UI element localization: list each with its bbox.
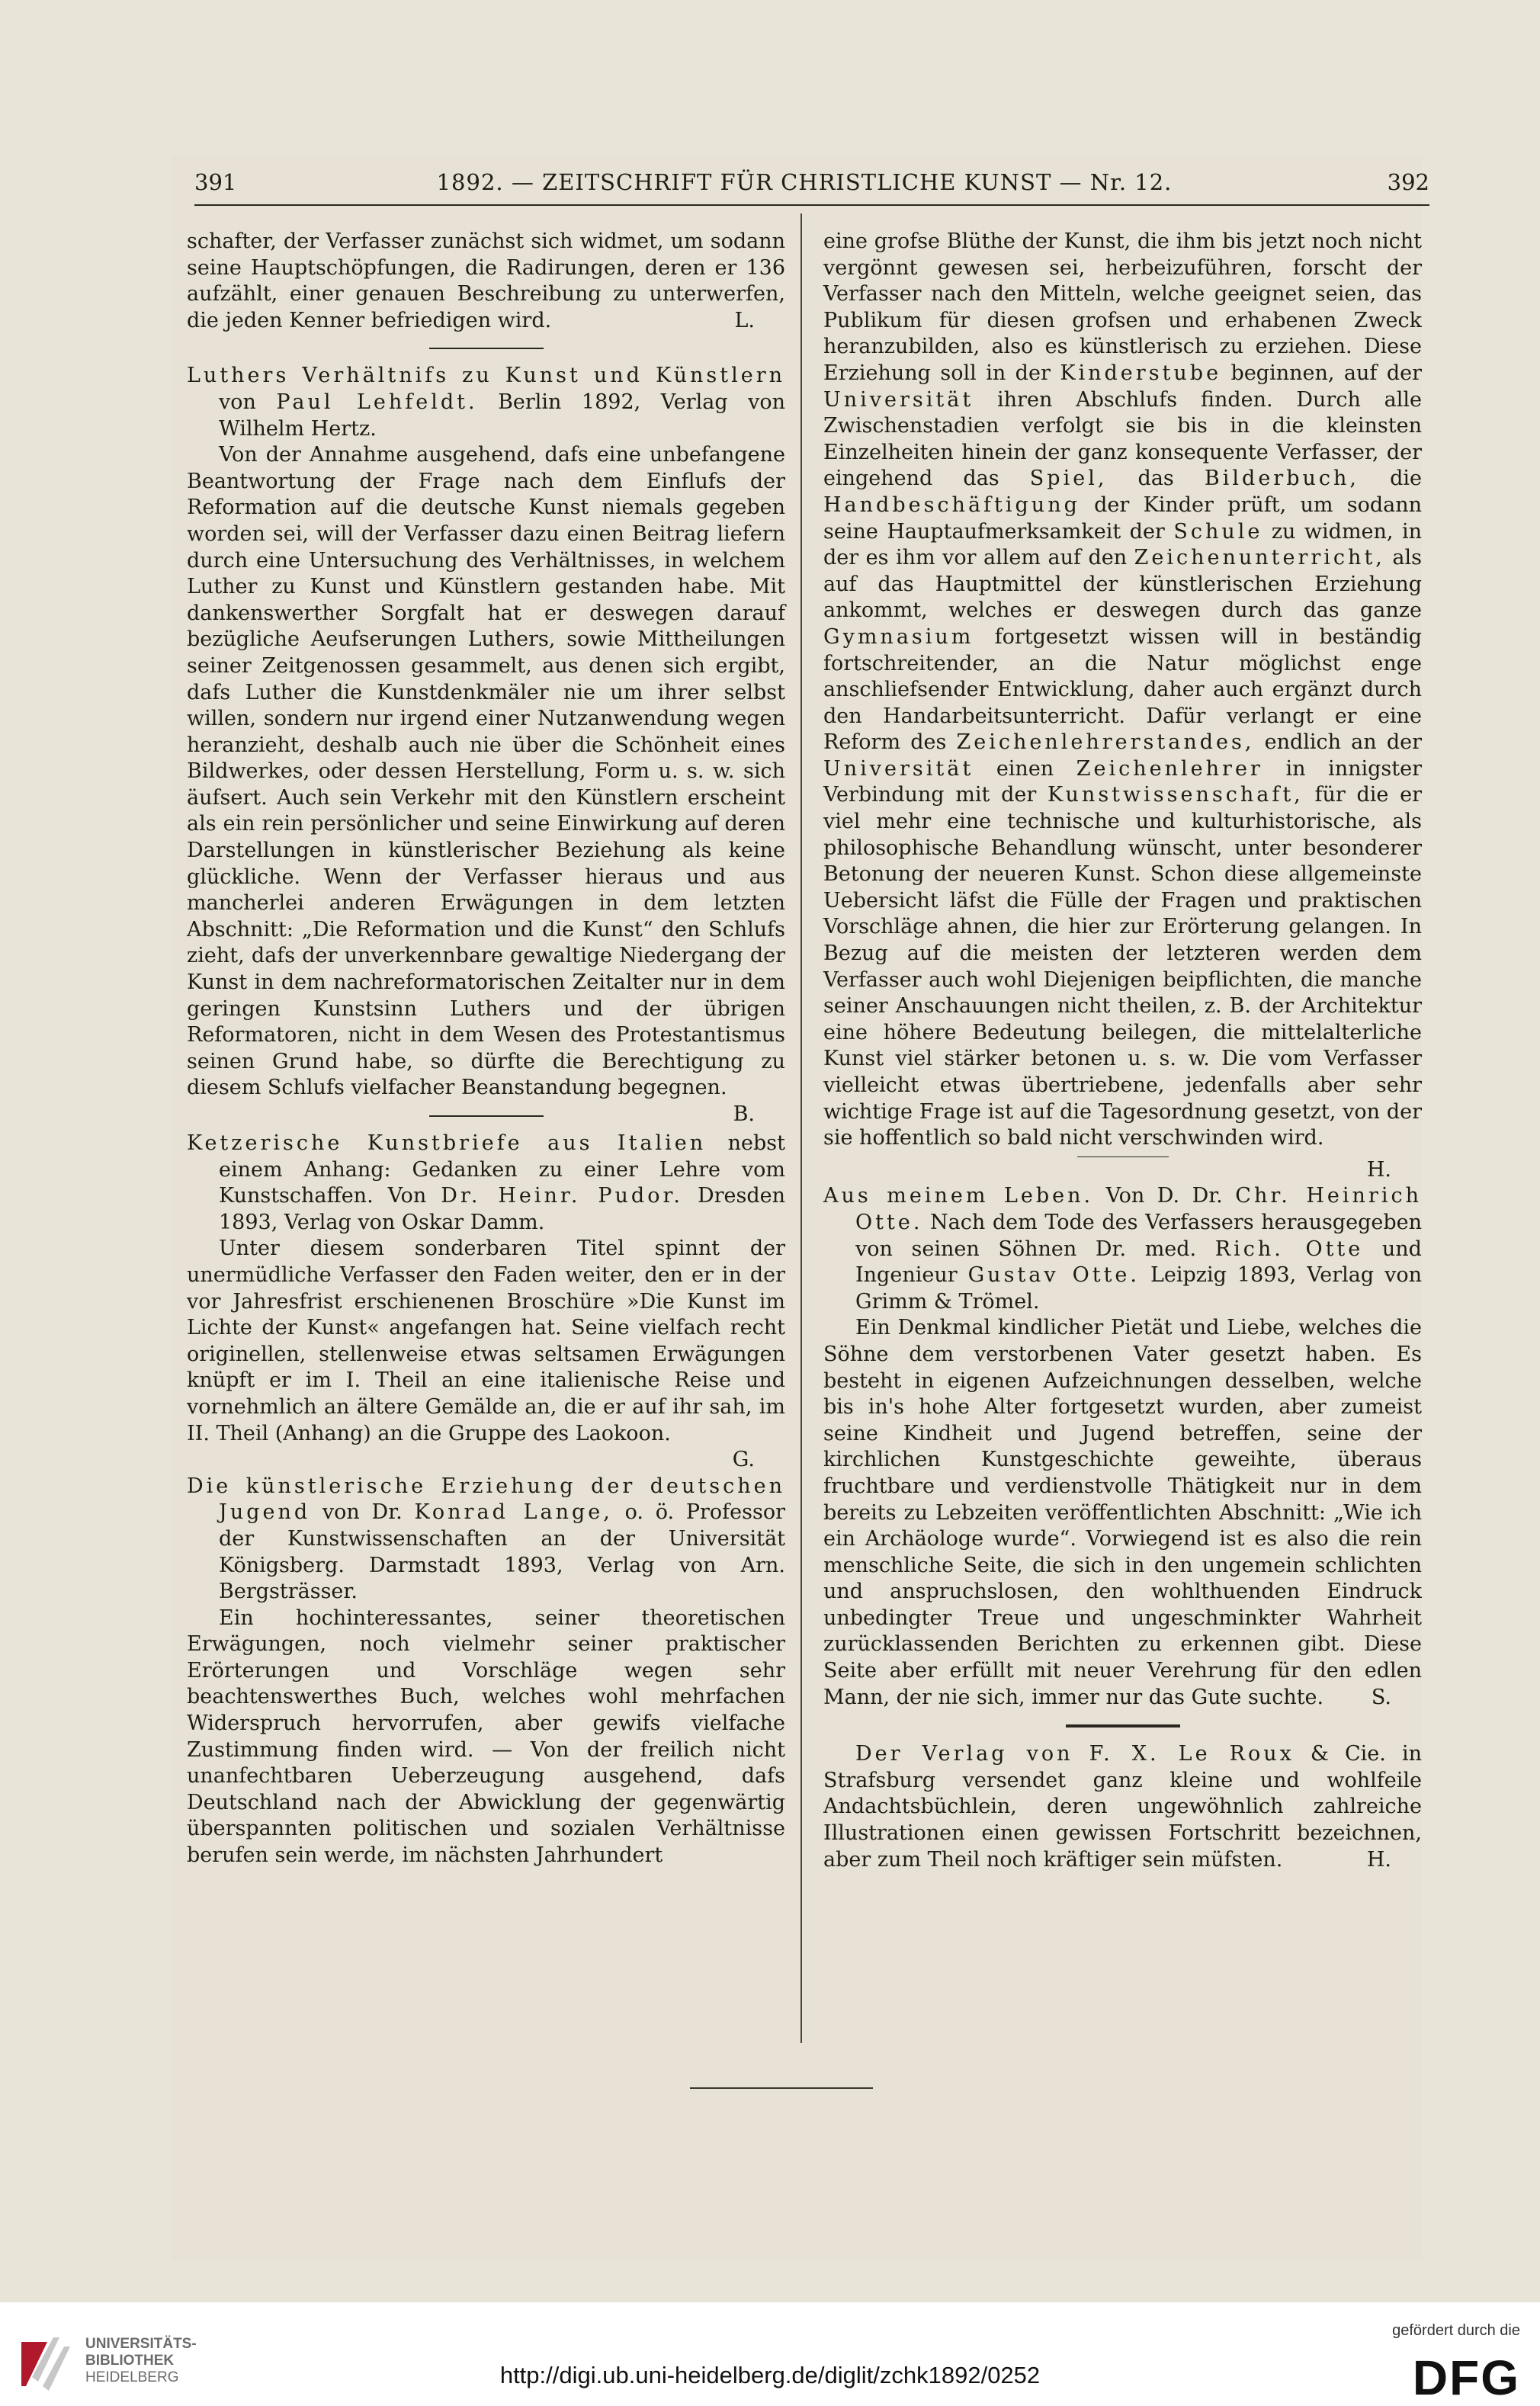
permalink-url[interactable]: http://digi.ub.uni-heidelberg.de/diglit/zchk1892/0252 <box>499 2362 1041 2388</box>
entry-leroux: Der Verlag von F. X. Le Roux & Cie. in Strafsburg versendet ganz kleine und wohlfeile Andachtsbüchlein, deren ungewöhnlich zahlreiche Illustrationen einen gewissen Fortschritt bezeichnen, aber zum Theil noch kräftiger sein müfsten. H. <box>823 1741 1422 1873</box>
entry-heading-luther: Luthers Verhältnifs zu Kunst und Künstlern von Paul Lehfeldt. Berlin 1892, Verlag von Wilhelm Hertz. <box>187 364 785 441</box>
entry-heading-erziehung: Die künstlerische Erziehung der deutschen Jugend von Dr. Konrad Lange, o. ö. Professor der Kunstwissenschaften an der Universität Königsberg. Darmstadt 1893, Verlag von Arn. Bergsträsser. <box>187 1474 785 1604</box>
column-divider <box>800 213 802 2043</box>
entry-body-kunstbriefe: Unter diesem sonderbaren Titel spinnt der unermüdliche Verfasser den Faden weiter, den er in der vor Jahresfrist erschienenen Broschüre »Die Kunst im Lichte der Kunst« angefangen hat. Seine vielfach recht originellen, stellenweise etwas seltsamen Erwägungen knüpft er im I. Theil an eine italienische Reise und vornehmlich an ältere Gemälde an, die er auf ihr sah, im II. Theil (Anhang) an die Gruppe des Laokoon. <box>187 1237 785 1445</box>
header-rule <box>194 204 1429 206</box>
digitization-footer <box>0 2302 1540 2406</box>
journal-title: 1892. — ZEITSCHRIFT FÜR CHRISTLICHE KUNST — Nr. 12. <box>436 169 1173 195</box>
entry-heading-otte: Aus meinem Leben. Von D. Dr. Chr. Heinrich Otte. Nach dem Tode des Verfassers herausgegeben von seinen Söhnen Dr. med. Rich. Otte und Ingenieur Gustav Otte. Leipzig 1893, Verlag von Grimm & Trömel. <box>823 1184 1422 1314</box>
entry-body-otte: Ein Denkmal kindlicher Pietät und Liebe, welches die Söhne dem verstorbenen Vater gesetzt haben. Es besteht in eigenen Aufzeichnungen desselben, welche bis in's hohe Alter fortgesetzt wurden, aber zumeist seine Kindheit und Jugend betreffen, seine der kirchlichen Kunstgeschichte geweihte, überaus fruchtbare und verdienstvolle Thätigkeit nur in dem bereits zu Lebzeiten veröffentlichten Abschnitt: „Wie ich ein Archäologe wurde“. Vorwiegend ist es also die rein menschliche Seite, die sich in den ungemein schlichten und anspruchslosen, den wohlthuenden Eindruck unbedingter Treue und ungeschminkter Wahrheit zurücklassenden Berichten zu erkennen gibt. Diese Seite aber erfüllt mit neuer Verehrung für den edlen Mann, der nie sich, immer nur das Gute suchte. S. <box>823 1315 1422 1711</box>
signature: H. <box>1366 1157 1391 1182</box>
signature: L. <box>734 308 755 332</box>
review-continuation: schafter, der Verfasser zunächst sich widmet, um sodann seine Hauptschöpfungen, die Radirungen, deren er 136 aufzählt, einer genauen Beschreibung zu unterwerfen, die jeden Kenner befriedigen wird. L. <box>187 229 785 334</box>
funding-note: gefördert durch die <box>1392 2322 1520 2339</box>
section-rule <box>1066 1724 1180 1728</box>
left-column <box>187 229 785 1869</box>
dfg-logo: DFG <box>1412 2350 1520 2405</box>
signature: B. <box>733 1102 755 1126</box>
library-name: UNIVERSITÄTS- BIBLIOTHEK HEIDELBERG <box>85 2336 197 2385</box>
page-number-right: 392 <box>1387 169 1429 195</box>
section-rule <box>429 1115 544 1117</box>
right-column <box>823 229 1422 1873</box>
entry-body-erziehung: Ein hochinteressantes, seiner theoretischen Erwägungen, noch vielmehr seiner praktischer Erörterungen und Vorschläge wegen sehr beachtenswerthes Buch, welches wohl mehrfachen Widerspruch hervorrufen, aber gewifs vielfache Zustimmung finden wird. — Von der freilich nicht unanfechtbaren Ueberzeugung ausgehend, dafs Deutschland nach der Abwicklung der gegenwärtig überspannten politischen und sozialen Verhältnisse berufen sein werde, im nächsten Jahrhundert <box>187 1606 785 1868</box>
closing-rule <box>690 2087 873 2089</box>
signature: G. <box>732 1448 755 1472</box>
page-number-left: 391 <box>194 169 237 195</box>
signature: H. <box>1366 1847 1391 1872</box>
running-header <box>194 169 1429 215</box>
section-rule <box>429 348 544 349</box>
entry-heading-kunstbriefe: Ketzerische Kunstbriefe aus Italien nebst einem Anhang: Gedanken zu einer Lehre vom Kunstschaffen. Von Dr. Heinr. Pudor. Dresden 1893, Verlag von Oskar Damm. <box>187 1131 785 1234</box>
signature: S. <box>1371 1685 1391 1709</box>
entry-body-luther: Von der Annahme ausgehend, dafs eine unbefangene Beantwortung der Frage nach dem Einflufs der Reformation auf die deutsche Kunst niemals gegeben worden sei, will der Verfasser dazu einen Beitrag liefern durch eine Untersuchung des Verhältnisses, in welchem Luther zu Kunst und Künstlern gestanden habe. Mit dankenswerther Sorgfalt hat er deswegen darauf bezügliche Aeufserungen Luthers, sowie Mittheilungen seiner Zeitgenossen gesammelt, aus denen sich ergibt, dafs Luther die Kunstdenkmäler nie um ihrer selbst willen, sondern nur irgend einer Nutzanwendung wegen heranzieht, deshalb auch nie über die Schönheit eines Bildwerkes, oder dessen Herstellung, Form u. s. w. sich äufsert. Auch sein Verkehr mit den Künstlern erscheint als ein rein persönlicher und seine Einwirkung auf deren Darstellungen in künstlerischer Beziehung als keine glückliche. Wenn der Verfasser hieraus und aus mancherlei anderen Erwägungen in dem letzten Abschnitt: „Die Reformation und die Kunst“ den Schlufs zieht, dafs der unverkennbare gewaltige Niedergang der Kunst in dem nachreformatorischen Zeitalter nur in dem geringen Kunstsinn Luthers und der übrigen Reformatoren, nicht in dem Wesen des Protestantismus seinen Grund habe, so dürfte die Berechtigung zu diesem Schlufs vielfacher Beanstandung begegnen. B. <box>187 442 785 1102</box>
erziehung-continuation: eine grofse Blüthe der Kunst, die ihm bis jetzt noch nicht vergönnt gewesen sei, herbeizuführen, forscht der Verfasser nach den Mitteln, welche geeignet seien, das Publikum für diesen grofsen und erhabenen Zweck heranzubilden, also es künstlerisch zu erziehen. Diese Erziehung soll in der Kinderstube beginnen, auf der Universität ihren Abschlufs finden. Durch alle Zwischenstadien verfolgt sie bis in die kleinsten Einzelheiten hinein der ganz konsequente Verfasser, der eingehend das Spiel, das Bilderbuch, die Handbeschäftigung der Kinder prüft, um sodann seine Hauptaufmerksamkeit der Schule zu widmen, in der es ihm vor allem auf den Zeichenunterricht, als auf das Hauptmittel der künstlerischen Erziehung ankommt, welches er deswegen durch das ganze Gymnasium fortgesetzt wissen will in beständig fortschreitender, an die Natur möglichst enge anschliefsender Entwicklung, daher auch ergänzt durch den Handarbeitsunterricht. Dafür verlangt er eine Reform des Zeichenlehrerstandes, endlich an der Universität einen Zeichenlehrer in innigster Verbindung mit der Kunstwissenschaft, für die er viel mehr eine technische und kulturhistorische, als philosophische Behandlung wünscht, unter besonderer Betonung der neueren Kunst. Schon diese allgemeinste Uebersicht läfst die Fülle der Fragen und praktischen Vorschläge ahnen, die hier zur Erörterung gelangen. In Bezug auf die meisten der letzteren werden dem Verfasser auch wohl Diejenigen beipflichten, die manche seiner Anschauungen nicht theilen, z. B. der Architektur eine höhere Bedeutung beilegen, die mittelalterliche Kunst viel stärker betonen u. s. w. Die vom Verfasser vielleicht etwas übertriebene, jedenfalls aber sehr wichtige Frage ist auf die Tagesordnung gesetzt, von der sie hoffentlich so bald nicht verschwinden wird. <box>823 229 1423 1150</box>
